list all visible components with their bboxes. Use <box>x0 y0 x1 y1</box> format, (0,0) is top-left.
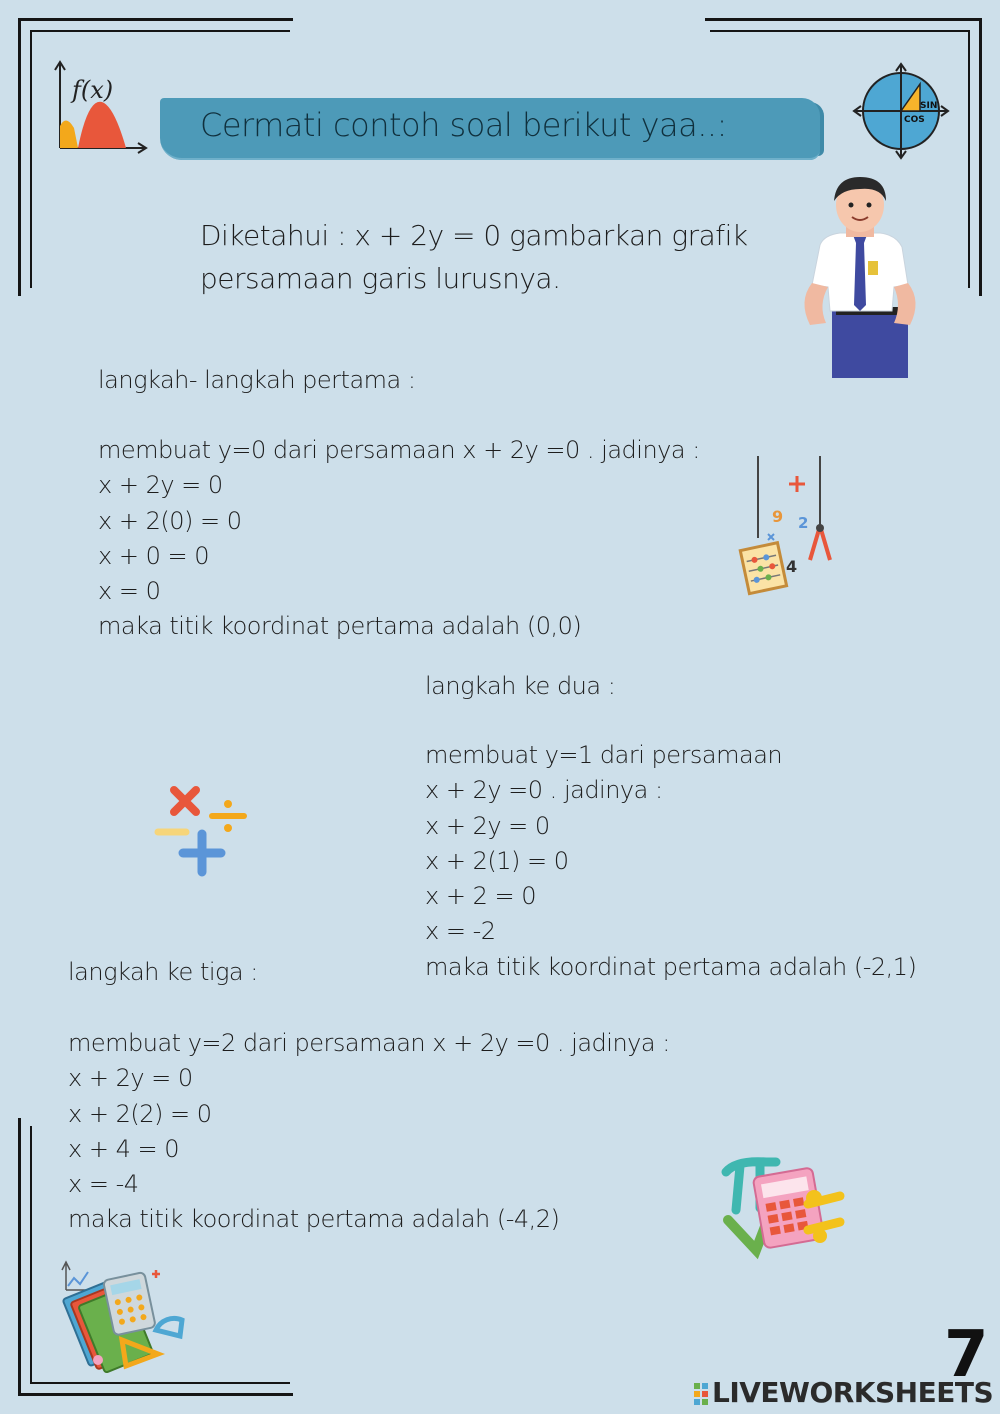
step2-line-6: x = -2 <box>425 917 496 946</box>
trig-circle-icon <box>852 62 950 160</box>
frame-top-right-v2 <box>968 30 970 288</box>
frame-top-left-h2 <box>30 30 290 32</box>
page-number: 7 <box>944 1318 989 1392</box>
frame-top-left-h <box>18 18 293 21</box>
step1-work <box>98 433 700 645</box>
fx-label: f(x) <box>72 76 114 104</box>
step3-line-1: membuat y=2 dari persamaan x + 2y =0 . jadinya : <box>68 1029 670 1057</box>
step1-line-5: x = 0 <box>98 577 161 606</box>
pi-calculator-icon <box>716 1150 846 1260</box>
step3-line-4: x + 4 = 0 <box>68 1134 179 1163</box>
step2-line-5: x + 2 = 0 <box>425 882 536 911</box>
banner-title: Cermati contoh soal berikut yaa..: <box>200 106 727 144</box>
intro-line-2: persamaan garis lurusnya. <box>200 262 561 295</box>
step1-line-2: x + 2y = 0 <box>98 471 223 500</box>
step1-heading: langkah- langkah pertama : <box>98 366 416 394</box>
brand-text: LIVEWORKSHEETS <box>712 1376 994 1409</box>
brand-logo-icon <box>694 1383 708 1405</box>
frame-top-left-v <box>18 18 21 296</box>
step2-work <box>425 738 916 985</box>
step3-heading: langkah ke tiga : <box>68 958 258 986</box>
step3-line-5: x = -4 <box>68 1170 139 1199</box>
step3-work <box>68 1026 670 1238</box>
step2-line-4: x + 2(1) = 0 <box>425 846 569 875</box>
digit-9: 9 <box>772 507 784 526</box>
books-calculator-icon <box>52 1258 192 1370</box>
frame-top-left-v2 <box>30 30 32 288</box>
frame-top-right-h2 <box>710 30 970 32</box>
function-graph-icon <box>52 58 152 153</box>
digit-2: 2 <box>798 514 809 532</box>
intro-question <box>200 214 748 300</box>
frame-bottom-left-h2 <box>30 1382 290 1384</box>
step3-line-3: x + 2(2) = 0 <box>68 1099 212 1128</box>
digit-4: 4 <box>786 557 798 576</box>
frame-bottom-left-h <box>18 1393 293 1396</box>
hanging-math-icon <box>738 456 838 598</box>
step1-line-6: maka titik koordinat pertama adalah (0,0) <box>98 612 582 641</box>
step2-line-3: x + 2y = 0 <box>425 811 550 840</box>
step1-line-1: membuat y=0 dari persamaan x + 2y =0 . jadinya : <box>98 436 700 464</box>
step3-line-2: x + 2y = 0 <box>68 1064 193 1093</box>
frame-top-right-v <box>979 18 982 296</box>
frame-bottom-left-v2 <box>30 1126 32 1384</box>
step2-line-2: x + 2y =0 . jadinya : <box>425 776 663 805</box>
sin-label: SIN <box>920 101 938 111</box>
cos-label: COS <box>904 115 925 125</box>
step1-line-3: x + 2(0) = 0 <box>98 506 242 535</box>
frame-bottom-left-v <box>18 1118 21 1396</box>
step2-line-7: maka titik koordinat pertama adalah (-2,1) <box>425 952 917 981</box>
brand-watermark <box>694 1376 993 1409</box>
frame-top-right-h <box>705 18 982 21</box>
student-illustration <box>790 175 930 380</box>
step2-heading: langkah ke dua : <box>425 672 616 700</box>
step2-line-1: membuat y=1 dari persamaan <box>425 741 783 769</box>
step1-line-4: x + 0 = 0 <box>98 541 209 570</box>
intro-line-1: Diketahui : x + 2y = 0 gambarkan grafik <box>200 219 748 252</box>
math-operators-icon <box>152 784 252 879</box>
step3-line-6: maka titik koordinat pertama adalah (-4,2) <box>68 1205 560 1234</box>
